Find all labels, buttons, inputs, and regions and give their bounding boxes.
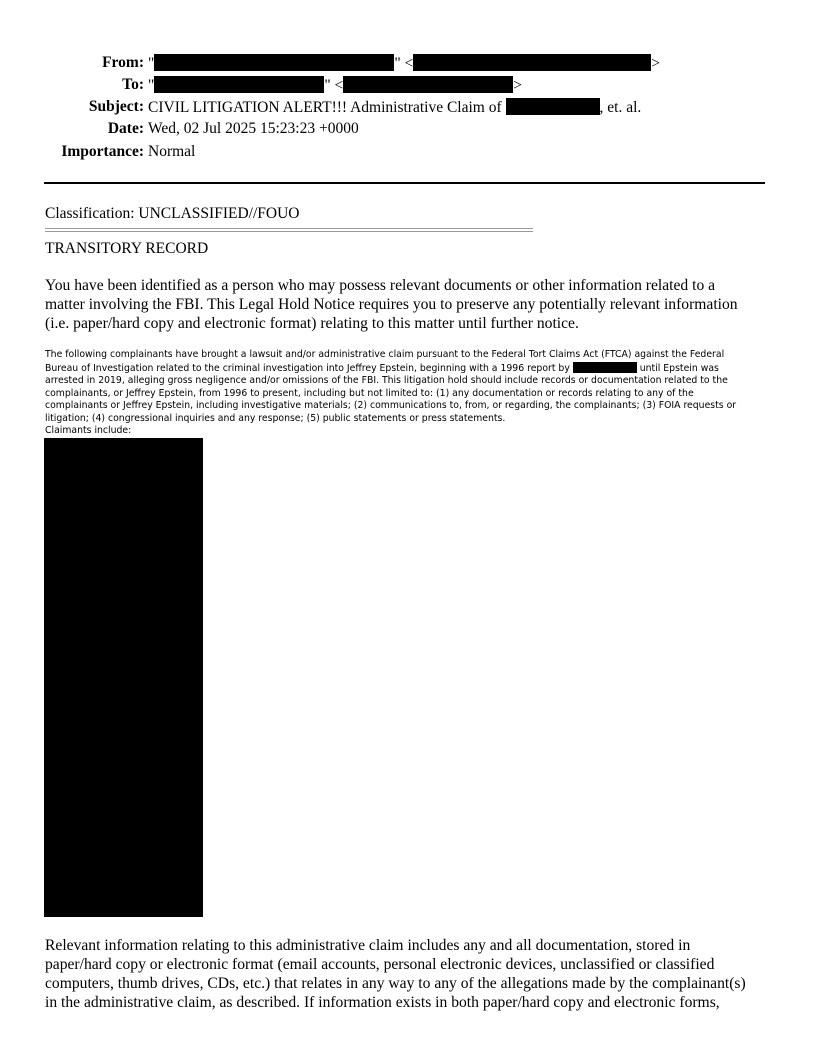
redacted-claimant-name <box>506 98 600 115</box>
from-label: From: <box>102 54 144 71</box>
intro-paragraph <box>45 276 770 333</box>
from-row <box>0 54 816 76</box>
from-value: " " < > <box>148 55 661 72</box>
redacted-recipient-name <box>154 76 324 93</box>
date-value: Wed, 02 Jul 2025 15:23:23 +0000 <box>148 120 359 137</box>
redacted-sender-address <box>413 54 651 71</box>
closing-paragraph <box>45 936 770 1012</box>
closing-line: Relevant information relating to this administrative claim includes any and all documentation, stored in <box>45 937 691 954</box>
redacted-recipient-address <box>343 76 513 93</box>
to-row <box>0 76 816 98</box>
closing-line: paper/hard copy or electronic format (email accounts, personal electronic devices, unclassified or classified <box>45 956 715 973</box>
detail-line: Bureau of Investigation related to the criminal investigation into Jeffrey Epstein, beginning with a 1996 report by until Epstein was <box>45 362 719 374</box>
detail-line: The following complainants have brought a lawsuit and/or administrative claim pursuant to the Federal Tort Claims Act (FTCA) against the Federal <box>45 349 725 360</box>
subject-row <box>0 98 816 120</box>
to-value: " " < > <box>148 77 523 94</box>
importance-row <box>0 143 816 165</box>
closing-line: computers, thumb drives, CDs, etc.) that relates in any way to any of the allegations made by the complainant(s) <box>45 975 746 992</box>
importance-label: Importance: <box>61 143 144 160</box>
detail-line: litigation; (4) congressional inquiries and any response; (5) public statements or press statements. <box>45 412 506 424</box>
closing-line: in the administrative claim, as described. If information exists in both paper/hard copy and electronic forms, <box>45 994 720 1011</box>
date-label: Date: <box>107 120 144 137</box>
classification-line: Classification: UNCLASSIFIED//FOUO <box>45 205 300 222</box>
to-label: To: <box>122 76 144 93</box>
complaint-detail <box>45 349 775 438</box>
detail-line: arrested in 2019, alleging gross negligence and/or omissions of the FBI. This litigation hold should include records or documentation related to the <box>45 375 728 386</box>
claimants-heading: Claimants include: <box>45 425 132 436</box>
date-row <box>0 120 816 142</box>
redacted-sender-name <box>154 54 394 71</box>
header-divider <box>44 182 765 184</box>
intro-line: matter involving the FBI. This Legal Hold Notice requires you to preserve any potentially relevant information <box>45 296 738 313</box>
separator-line <box>45 226 533 235</box>
subject-value: CIVIL LITIGATION ALERT!!! Administrative Claim of , et. al. <box>148 99 642 116</box>
intro-line: You have been identified as a person who may possess relevant documents or other information related to a <box>45 277 716 294</box>
redacted-claimants-list <box>44 438 203 917</box>
record-type: TRANSITORY RECORD <box>45 240 209 257</box>
importance-value: Normal <box>148 143 196 160</box>
detail-line: complainants, or Jeffrey Epstein, from 1996 to present, including but not limited to: (1) any documentation or records relating to any of the <box>45 387 694 399</box>
subject-label: Subject: <box>88 98 144 115</box>
redacted-reporter-name <box>573 362 637 373</box>
detail-line: complainants or Jeffrey Epstein, including investigative materials; (2) communications to, from, or regarding, the complainants; (3) FOIA requests or <box>45 400 737 411</box>
intro-line: (i.e. paper/hard copy and electronic format) relating to this matter until further notice. <box>45 315 579 332</box>
